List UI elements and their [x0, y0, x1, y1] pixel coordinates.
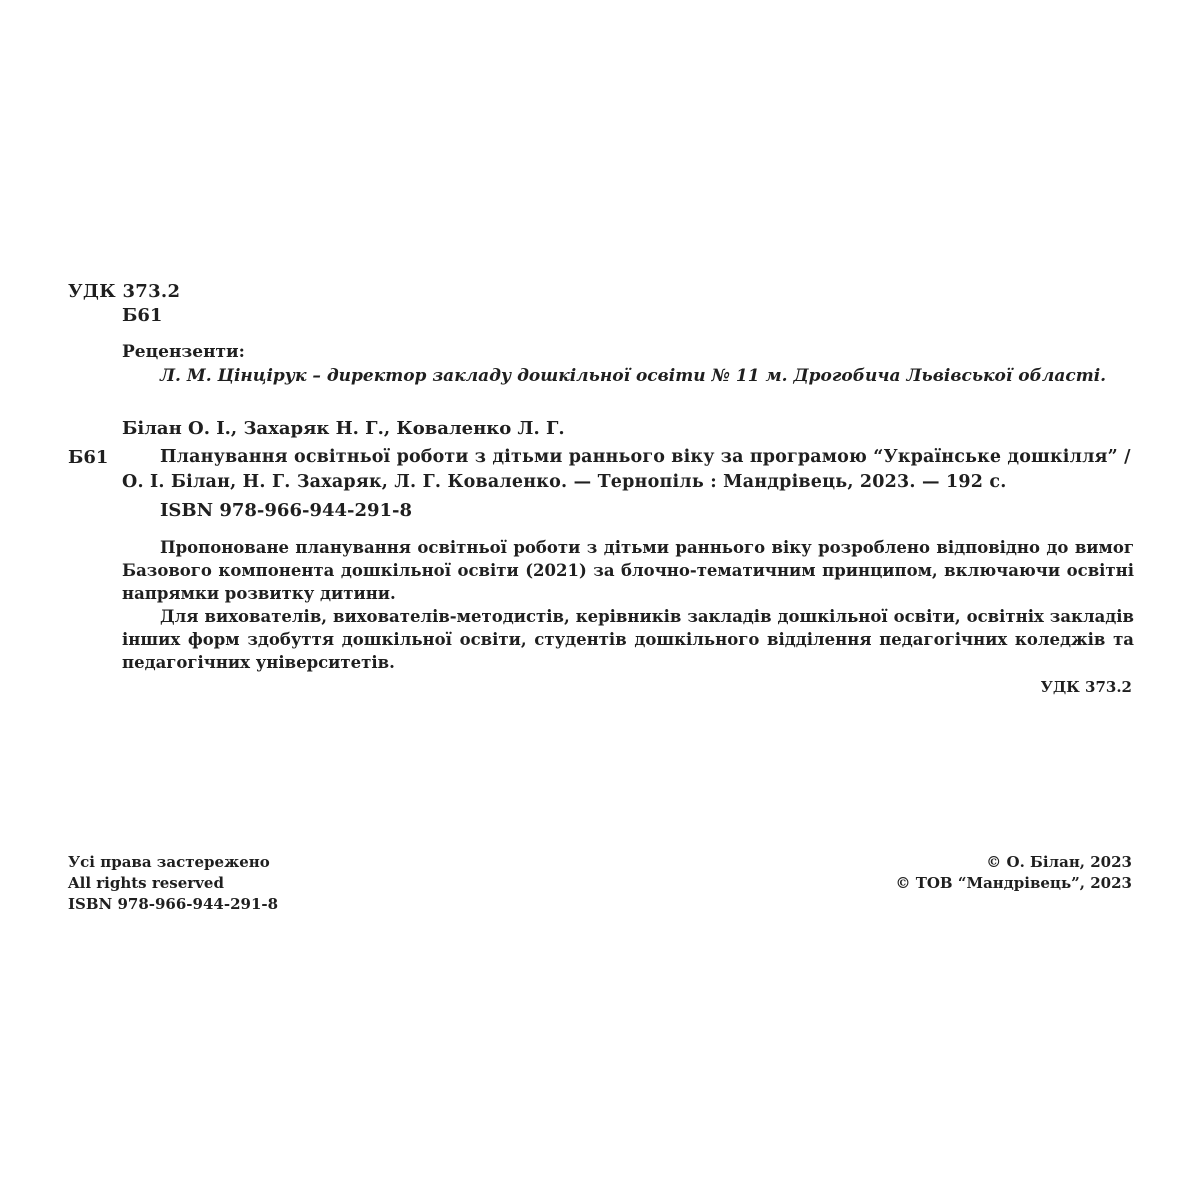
annotation [122, 536, 1134, 674]
rights-reserved-en: All rights reserved [68, 874, 224, 892]
authors-line: Білан О. І., Захаряк Н. Г., Коваленко Л. Г. [122, 418, 565, 439]
bbk-author-mark: Б61 [68, 447, 109, 468]
isbn-footer: ISBN 978-966-944-291-8 [68, 895, 279, 913]
copyright-publisher: © ТОВ “Мандрівець”, 2023 [895, 874, 1132, 892]
copyright-block [895, 852, 1132, 894]
rights-reserved-ua: Усі права застережено [68, 853, 270, 871]
bbk-code: Б61 [122, 305, 163, 326]
annotation-paragraph-1: Пропоноване планування освітньої роботи з дітьми раннього віку розроблено відповідно до вимог Базового компонента дошкільної освіти (2021) за блочно-тематичним принципом, включаючи освітні напрямки розвитку дитини. [122, 538, 1134, 603]
isbn-main: ISBN 978-966-944-291-8 [160, 500, 413, 521]
book-title-line-1: Планування освітньої роботи з дітьми раннього віку за програмою “Українське дошкілля” / [160, 447, 1131, 467]
rights-block [68, 852, 278, 915]
reviewers-heading: Рецензенти: [122, 342, 245, 362]
udk-code-right: УДК 373.2 [1040, 678, 1132, 696]
udk-code: УДК 373.2 [68, 281, 181, 302]
book-title-line-2: О. І. Білан, Н. Г. Захаряк, Л. Г. Коваленко. — Тернопіль : Мандрівець, 2023. — 192 с. [122, 472, 1007, 492]
annotation-paragraph-2: Для вихователів, вихователів-методистів, керівників закладів дошкільної освіти, освітніх закладів інших форм здобуття дошкільної освіти, студентів дошкільного відділення педагогічних коледжів та педагогічних університетів. [122, 607, 1134, 672]
reviewer-entry: Л. М. Цінціpук – директор закладу дошкільної освіти № 11 м. Дрогобича Львівської області. [160, 366, 1107, 386]
copyright-author: © О. Білан, 2023 [986, 853, 1132, 871]
